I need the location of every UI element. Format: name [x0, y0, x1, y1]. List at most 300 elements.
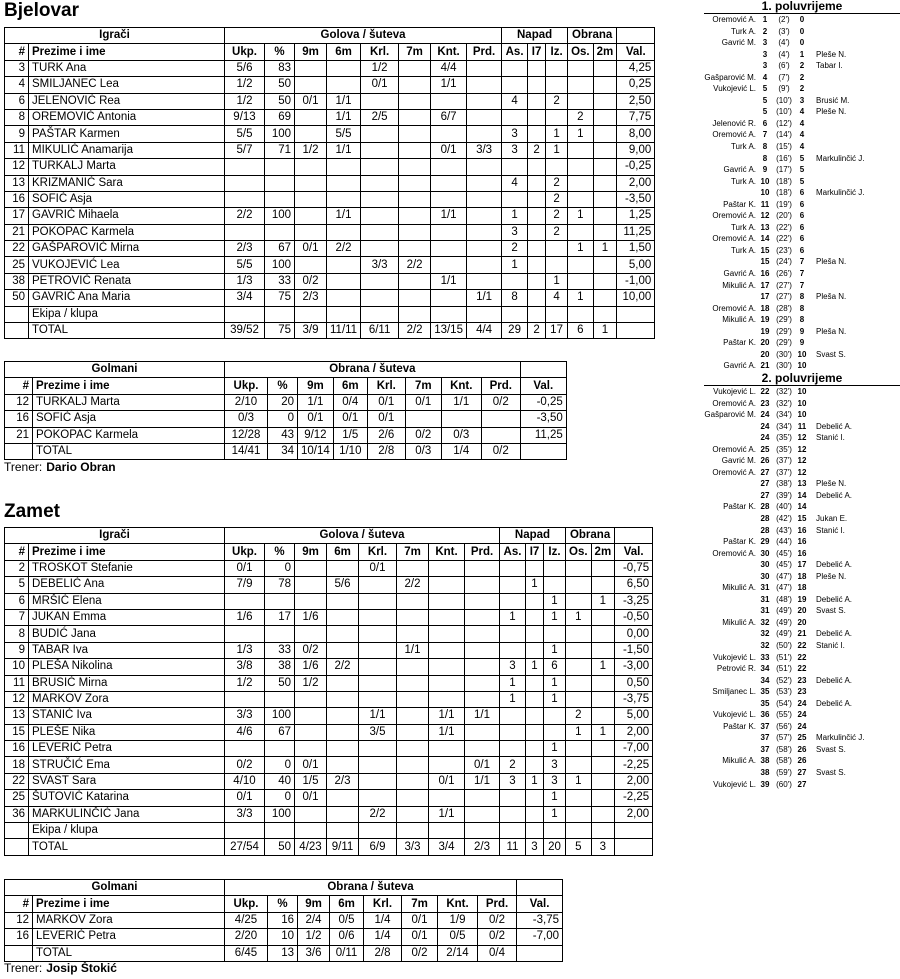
timeline-entry [704, 617, 900, 629]
away-score: 13 [797, 479, 807, 489]
home-score: 38 [760, 756, 770, 766]
minute: (47') [776, 583, 792, 593]
goalie-row [5, 427, 567, 443]
column-header-row [5, 44, 655, 60]
goalie-cell: 20 [268, 394, 298, 410]
away-score: 21 [797, 629, 807, 639]
player-cell: 25 [5, 257, 29, 273]
timeline-entry [704, 548, 900, 560]
player-cell [359, 790, 397, 806]
player-cell: 100 [265, 126, 295, 142]
player-cell: MRŠIĆ Elena [29, 593, 225, 609]
player-row [5, 691, 653, 707]
away-score: 24 [797, 721, 807, 731]
player-cell [327, 790, 359, 806]
goalie-cell: 0/2 [478, 912, 517, 928]
player-cell: 1/1 [327, 142, 361, 158]
away-score: 6 [799, 234, 805, 244]
player-cell: 0/2 [295, 642, 327, 658]
minute: (15') [776, 142, 792, 152]
player-cell: TURKALJ Marta [29, 159, 225, 175]
player-cell: 1 [568, 290, 594, 306]
player-cell [568, 142, 594, 158]
goalie-cell: 12 [5, 394, 33, 410]
home-score: 17 [760, 292, 770, 302]
player-cell [526, 609, 544, 625]
home-score: 10 [760, 176, 770, 186]
total-cell: 4/23 [295, 839, 327, 855]
player-cell: MARKOV Zora [29, 691, 225, 707]
group-header: Obrana / šuteva [225, 362, 521, 378]
player-cell [526, 724, 544, 740]
group-header-row [5, 880, 563, 896]
player-cell: 0/1 [295, 757, 327, 773]
goalie-cell [481, 427, 520, 443]
away-score: 16 [797, 537, 807, 547]
home-score: 4 [762, 72, 768, 82]
player-cell [361, 159, 399, 175]
minute: (38') [776, 479, 792, 489]
player-cell [361, 191, 399, 207]
timeline-entry [704, 698, 900, 710]
player-cell: 5 [5, 577, 29, 593]
player-cell [429, 577, 465, 593]
player-cell [465, 642, 500, 658]
player-cell [502, 60, 528, 76]
player-row [5, 60, 655, 76]
player-cell: 1 [591, 593, 615, 609]
home-score: 1 [762, 15, 768, 24]
player-cell: 0,50 [615, 675, 653, 691]
home-score: 21 [760, 361, 770, 371]
player-cell [295, 724, 327, 740]
goalie-cell: 0/1 [402, 912, 438, 928]
player-cell: BRUSIĆ Mirna [29, 675, 225, 691]
player-cell: KRIZMANIĆ Sara [29, 175, 225, 191]
player-cell [295, 306, 327, 322]
player-cell: 9,00 [617, 142, 655, 158]
player-cell [467, 159, 502, 175]
goalie-cell [441, 411, 481, 427]
player-cell [265, 593, 295, 609]
player-cell [397, 757, 429, 773]
home-scorer: Gašparović M. [704, 72, 756, 82]
total-row [5, 839, 653, 855]
player-cell [593, 273, 617, 289]
away-scorer: Jukan E. [816, 513, 848, 523]
player-cell: 0/2 [225, 757, 265, 773]
total-cell: 17 [546, 323, 568, 339]
player-cell [526, 691, 544, 707]
player-cell [361, 273, 399, 289]
home-score: 30 [760, 571, 770, 581]
goalie-cell: TURKALJ Marta [33, 394, 225, 410]
player-cell [526, 806, 544, 822]
goalie-cell: 2/20 [225, 929, 268, 945]
player-cell: 3/5 [359, 724, 397, 740]
player-cell [361, 142, 399, 158]
home-scorer: Gavrić M. [721, 38, 756, 48]
minute: (32') [776, 398, 792, 408]
minute: (40') [776, 502, 792, 512]
player-cell: -2,25 [615, 757, 653, 773]
home-score: 5 [762, 84, 768, 94]
away-scorer: Stanić I. [816, 640, 845, 650]
player-cell: 1/3 [225, 642, 265, 658]
player-cell [591, 757, 615, 773]
minute: (27') [776, 292, 792, 302]
away-score: 0 [799, 38, 805, 48]
player-cell [465, 560, 500, 576]
player-cell: 6/7 [431, 109, 467, 125]
group-header-row [5, 528, 653, 544]
timeline-entry [704, 187, 900, 199]
player-cell [566, 757, 592, 773]
minute: (29') [776, 315, 792, 325]
player-cell: 11 [5, 675, 29, 691]
column-header-row [5, 896, 563, 912]
player-cell [327, 626, 359, 642]
player-cell [593, 208, 617, 224]
goalie-cell: 2/4 [298, 912, 330, 928]
goalie-total-cell: 2/8 [364, 945, 402, 961]
player-cell [546, 60, 568, 76]
player-cell [526, 790, 544, 806]
goalie-cell: 16 [5, 929, 33, 945]
goalie-cell: 16 [268, 912, 298, 928]
player-cell: 5,00 [617, 257, 655, 273]
home-score: 32 [760, 640, 770, 650]
group-header-row [5, 362, 567, 378]
player-row [5, 741, 653, 757]
timeline-entry [704, 421, 900, 433]
home-score: 35 [760, 698, 770, 708]
away-score: 4 [799, 142, 805, 152]
home-scorer: Paštar K. [723, 537, 756, 547]
goalie-cell: 0/1 [367, 411, 405, 427]
player-cell [399, 191, 431, 207]
player-cell: 6 [5, 93, 29, 109]
player-cell: 1 [593, 241, 617, 257]
total-cell: 39/52 [225, 323, 265, 339]
player-cell [397, 790, 429, 806]
player-cell: 1/2 [295, 675, 327, 691]
player-cell [225, 159, 265, 175]
player-cell: 2 [546, 93, 568, 109]
home-scorer: Oremović A. [712, 398, 756, 408]
column-header: Prezime i ime [33, 896, 225, 912]
player-cell [568, 273, 594, 289]
player-cell [528, 77, 546, 93]
player-cell [295, 191, 327, 207]
player-cell: 4 [546, 290, 568, 306]
goalie-cell: 0/5 [438, 929, 478, 945]
goalie-cell: 0 [268, 411, 298, 427]
player-row [5, 642, 653, 658]
player-cell: 0/1 [359, 560, 397, 576]
player-cell: 4 [5, 77, 29, 93]
player-cell: 1 [500, 609, 526, 625]
total-cell: 6/11 [361, 323, 399, 339]
home-score: 39 [760, 779, 770, 789]
minute: (32') [776, 386, 792, 396]
timeline-entry [704, 744, 900, 756]
player-row [5, 77, 655, 93]
player-cell: 3 [502, 142, 528, 158]
goalie-cell: 12/28 [225, 427, 268, 443]
player-cell: 9/13 [225, 109, 265, 125]
player-cell: 4 [502, 175, 528, 191]
total-cell [5, 323, 29, 339]
player-cell [467, 126, 502, 142]
player-cell [566, 823, 592, 839]
player-cell [265, 159, 295, 175]
player-cell: 1/2 [295, 142, 327, 158]
timeline-entry [704, 432, 900, 444]
player-cell [397, 675, 429, 691]
player-cell: 1/5 [295, 773, 327, 789]
goalie-total-cell: 1/4 [441, 443, 481, 459]
away-scorer: Svast S. [816, 744, 846, 754]
goalie-cell: 0/5 [330, 912, 364, 928]
player-cell: -3,25 [615, 593, 653, 609]
coach-label: Trener: [4, 961, 43, 975]
player-cell [500, 560, 526, 576]
away-score: 5 [799, 165, 805, 175]
player-cell: 67 [265, 241, 295, 257]
minute: (45') [776, 548, 792, 558]
player-cell: 0/1 [465, 757, 500, 773]
away-score: 8 [799, 315, 805, 325]
away-score: 23 [797, 675, 807, 685]
goalie-cell: -3,75 [517, 912, 563, 928]
player-cell [295, 806, 327, 822]
timeline-entry [704, 106, 900, 118]
goalie-total-cell: 0/2 [481, 443, 520, 459]
home-scorer: Gavrić A. [723, 361, 756, 371]
column-header: Krl. [364, 896, 402, 912]
home-score: 19 [760, 326, 770, 336]
player-cell: 17 [5, 208, 29, 224]
player-cell: 0,25 [617, 77, 655, 93]
player-cell [265, 191, 295, 207]
away-score: 26 [797, 756, 807, 766]
player-cell [295, 159, 327, 175]
timeline-entry [704, 779, 900, 791]
player-row [5, 159, 655, 175]
goalie-total-cell: 3/6 [298, 945, 330, 961]
home-score: 9 [762, 165, 768, 175]
player-cell [327, 724, 359, 740]
home-score: 3 [762, 61, 768, 71]
timeline-entry [704, 594, 900, 606]
away-scorer: Pleša N. [816, 326, 847, 336]
total-cell: 3 [526, 839, 544, 855]
home-scorer: Smiljanec L. [712, 687, 756, 697]
away-score: 24 [797, 710, 807, 720]
player-cell: 1/1 [429, 708, 465, 724]
player-row [5, 93, 655, 109]
goalie-total-cell: TOTAL [33, 945, 225, 961]
away-score: 5 [799, 176, 805, 186]
minute: (18') [776, 188, 792, 198]
total-cell: 2 [528, 323, 546, 339]
player-cell [568, 257, 594, 273]
player-cell [593, 159, 617, 175]
player-cell: 1 [546, 273, 568, 289]
away-score: 14 [797, 502, 807, 512]
column-header: % [268, 378, 298, 394]
player-cell: 0 [265, 790, 295, 806]
player-cell [327, 708, 359, 724]
player-cell [568, 224, 594, 240]
player-row [5, 773, 653, 789]
away-scorer: Debelić A. [816, 594, 853, 604]
home-scorer: Oremović A. [712, 444, 756, 454]
player-cell: 12 [5, 691, 29, 707]
player-cell: MARKULINČIĆ Jana [29, 806, 225, 822]
timeline-entry [704, 605, 900, 617]
player-cell: 2,00 [615, 773, 653, 789]
minute: (35') [776, 444, 792, 454]
total-row [5, 323, 655, 339]
player-cell [399, 126, 431, 142]
player-cell [327, 175, 361, 191]
timeline-entry [704, 513, 900, 525]
player-cell: 12 [5, 159, 29, 175]
player-cell [265, 224, 295, 240]
player-cell: 25 [5, 790, 29, 806]
total-cell [5, 839, 29, 855]
column-header: As. [500, 544, 526, 560]
player-cell [295, 60, 327, 76]
away-score: 1 [799, 49, 805, 59]
minute: (37') [776, 456, 792, 466]
column-header: 7m [399, 44, 431, 60]
home-scorer: Turk A. [730, 222, 756, 232]
player-cell [593, 77, 617, 93]
home-score: 30 [760, 560, 770, 570]
goalie-total-cell [5, 443, 33, 459]
minute: (10') [776, 95, 792, 105]
goalie-total-cell [520, 443, 566, 459]
player-cell: 15 [5, 724, 29, 740]
player-cell: 0/1 [431, 142, 467, 158]
player-cell [617, 306, 655, 322]
player-cell: 18 [5, 757, 29, 773]
column-header: As. [502, 44, 528, 60]
minute: (22') [776, 234, 792, 244]
player-cell [568, 60, 594, 76]
player-cell: 1/1 [431, 208, 467, 224]
player-cell [431, 159, 467, 175]
column-header: Ukp. [225, 896, 268, 912]
goalie-cell: 1/5 [333, 427, 367, 443]
player-cell: LEVERIĆ Petra [29, 741, 225, 757]
player-cell [593, 290, 617, 306]
home-score: 12 [760, 211, 770, 221]
player-cell: 13 [5, 708, 29, 724]
away-score: 6 [799, 211, 805, 221]
away-score: 19 [797, 594, 807, 604]
goalie-cell: 0/2 [478, 929, 517, 945]
player-cell: 1,25 [617, 208, 655, 224]
player-row [5, 609, 653, 625]
player-cell [431, 241, 467, 257]
minute: (49') [776, 629, 792, 639]
column-header: Os. [568, 44, 594, 60]
total-cell: 2/2 [399, 323, 431, 339]
minute: (55') [776, 710, 792, 720]
player-cell: -1,50 [615, 642, 653, 658]
player-cell: SOFIĆ Asja [29, 191, 225, 207]
player-cell: 1 [500, 691, 526, 707]
player-cell: 36 [5, 806, 29, 822]
player-row [5, 757, 653, 773]
player-cell [591, 708, 615, 724]
away-scorer: Stanić I. [816, 525, 845, 535]
column-header: Iz. [546, 44, 568, 60]
player-cell: 2/2 [327, 659, 359, 675]
player-cell: 1 [544, 691, 566, 707]
player-cell: 0 [265, 560, 295, 576]
goalie-cell: 0/2 [481, 394, 520, 410]
minute: (10') [776, 107, 792, 117]
minute: (59') [776, 768, 792, 777]
team-title: Zamet [4, 501, 60, 522]
player-cell: -1,00 [617, 273, 655, 289]
minute: (57') [776, 733, 792, 743]
player-cell: TABAR Iva [29, 642, 225, 658]
goalie-cell: 0/4 [333, 394, 367, 410]
away-score: 8 [799, 292, 805, 302]
column-header: Ukp. [225, 44, 265, 60]
player-cell [593, 306, 617, 322]
away-score: 7 [799, 269, 805, 279]
player-cell: 3 [544, 757, 566, 773]
timeline-entry [704, 118, 900, 130]
player-cell [528, 208, 546, 224]
player-cell [568, 93, 594, 109]
group-header: Golmani [5, 362, 225, 378]
timeline-entry [704, 652, 900, 664]
player-cell: 3/3 [467, 142, 502, 158]
player-cell: 1 [544, 593, 566, 609]
player-cell: 50 [265, 675, 295, 691]
goalie-total-cell: 34 [268, 443, 298, 459]
column-header: 9m [298, 896, 330, 912]
group-header: Golmani [5, 880, 225, 896]
home-score: 15 [760, 257, 770, 267]
player-cell [526, 823, 544, 839]
minute: (58') [776, 744, 792, 754]
player-cell [399, 224, 431, 240]
minute: (30') [776, 361, 792, 371]
home-score: 32 [760, 629, 770, 639]
goalie-cell: POKOPAC Karmela [33, 427, 225, 443]
home-score: 20 [760, 338, 770, 348]
player-cell: 1 [546, 142, 568, 158]
column-header: Val. [617, 44, 655, 60]
away-score: 5 [799, 153, 805, 163]
player-cell [467, 77, 502, 93]
player-cell [546, 159, 568, 175]
total-cell: 27/54 [225, 839, 265, 855]
player-cell [528, 175, 546, 191]
home-scorer: Mikulić A. [722, 315, 756, 325]
player-cell [295, 823, 327, 839]
goalie-cell: 2/10 [225, 394, 268, 410]
